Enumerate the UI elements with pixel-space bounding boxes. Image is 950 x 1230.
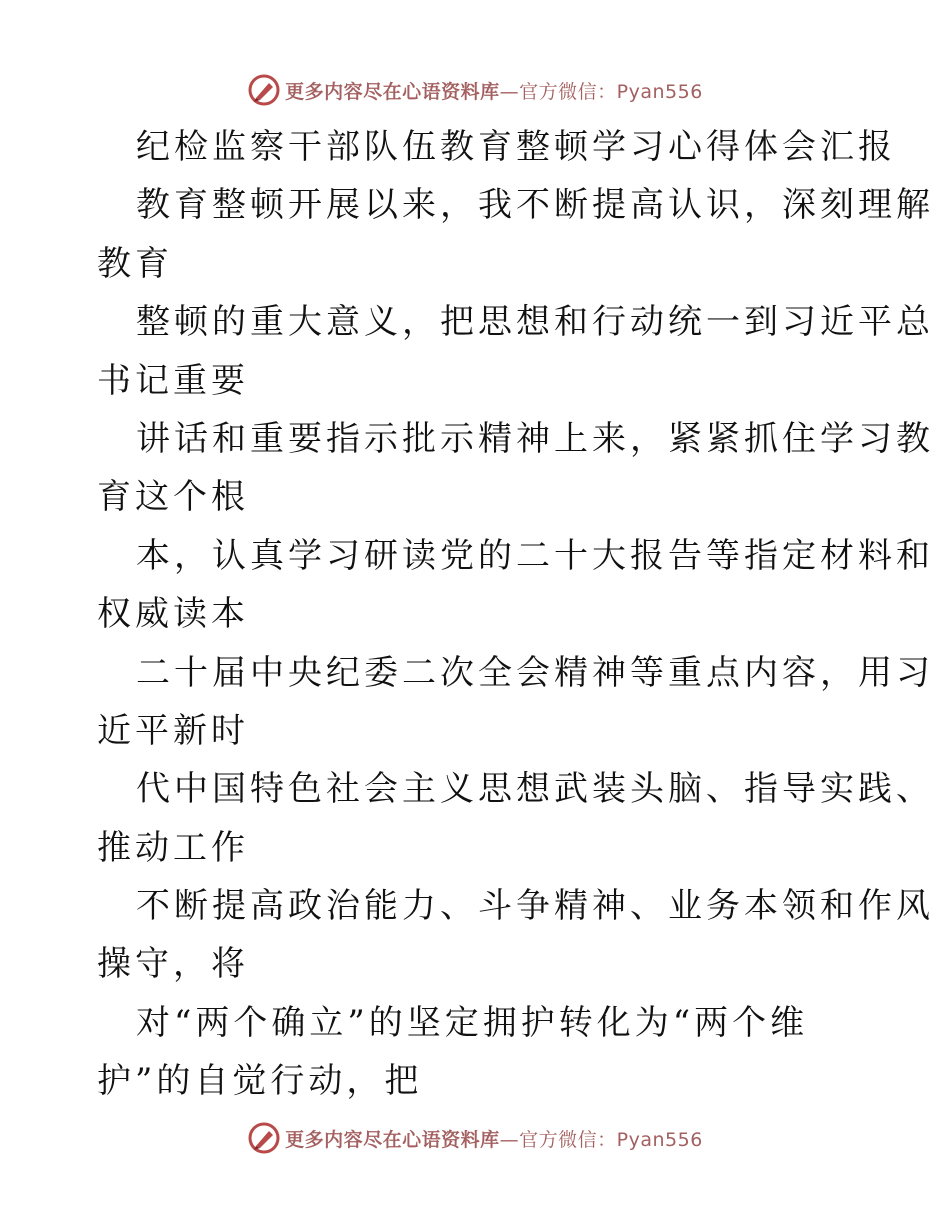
watermark-text: 更多内容尽在心语资料库—官方微信：Pyan556 <box>285 80 703 103</box>
paragraph-line: 讲话和重要指示批示精神上来，紧紧抓住学习教 <box>136 418 934 459</box>
paragraph-line: 整顿的重大意义，把思想和行动统一到习近平总 <box>136 302 934 343</box>
paragraph-line: 对“两个确立”的坚定拥护转化为“两个维 <box>136 1002 809 1043</box>
watermark-text: 更多内容尽在心语资料库—官方微信：Pyan556 <box>285 1128 703 1151</box>
paragraph-line: 近平新时 <box>97 710 249 751</box>
document-body <box>97 118 934 1111</box>
pen-logo-icon <box>247 73 281 107</box>
paragraph-line: 教育 <box>97 243 173 284</box>
paragraph-line: 推动工作 <box>97 827 249 868</box>
paragraph-line: 代中国特色社会主义思想武装头脑、指导实践、 <box>136 769 934 810</box>
pen-logo-icon <box>247 1121 281 1155</box>
paragraph-line: 本，认真学习研读党的二十大报告等指定材料和 <box>136 535 934 576</box>
paragraph-line: 书记重要 <box>97 360 249 401</box>
paragraph-line: 二十届中央纪委二次全会精神等重点内容，用习 <box>136 652 934 693</box>
paragraph-line: 不断提高政治能力、斗争精神、业务本领和作风 <box>136 886 934 927</box>
paragraph-line: 权威读本 <box>97 594 249 635</box>
header-watermark <box>0 70 950 110</box>
paragraph-line: 育这个根 <box>97 477 249 518</box>
paragraph-line: 护”的自觉行动，把 <box>97 1061 423 1102</box>
document-title: 纪检监察干部队伍教育整顿学习心得体会汇报 <box>136 127 896 167</box>
paragraph-line: 操守，将 <box>97 944 249 985</box>
paragraph-line: 教育整顿开展以来，我不断提高认识，深刻理解 <box>136 185 934 226</box>
footer-watermark <box>0 1118 950 1158</box>
